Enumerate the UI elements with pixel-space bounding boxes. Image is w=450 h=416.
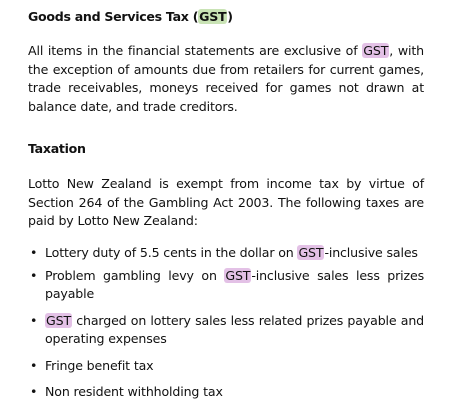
gst-heading-suffix: ) [227, 9, 233, 24]
list-item [28, 383, 424, 402]
bullet-icon: • [30, 267, 38, 283]
list-item [28, 244, 424, 263]
list-item-text: charged on lottery sales less related prizes payable and operating expenses [45, 312, 424, 346]
taxation-heading: Taxation [28, 141, 86, 156]
gst-paragraph-highlight: GST [363, 43, 389, 58]
gst-paragraph [28, 42, 424, 116]
list-item-text: Problem gambling levy on [45, 267, 225, 283]
list-item-text: Non resident withholding tax [45, 384, 223, 399]
list-item-text: -inclusive sales [324, 245, 418, 260]
gst-highlight: GST [225, 267, 251, 283]
list-item-text: Fringe benefit tax [45, 357, 154, 373]
gst-highlight: GST [298, 245, 324, 260]
gst-highlight: GST [46, 312, 71, 328]
bullet-icon: • [30, 384, 38, 399]
gst-heading [28, 8, 233, 27]
gst-paragraph-part1: All items in the financial statements are exclusive of [28, 43, 363, 58]
list-item-text: -inclusive sales less prizes payable [45, 267, 424, 301]
taxation-intro: Lotto New Zealand is exempt from income tax by virtue of Section 264 of the Gambling Act 2003. The following taxes are paid by Lotto New Zealand: [28, 176, 424, 228]
gst-paragraph-part2: , with the exception of amounts due from retailers for current games, trade receivables, moneys received for games not drawn at balance date, and trade creditors. [28, 43, 424, 114]
gst-heading-prefix: Goods and Services Tax ( [28, 9, 199, 24]
list-item [28, 312, 424, 349]
tax-list [28, 244, 424, 402]
list-item [28, 357, 424, 376]
gst-heading-highlight: GST [199, 9, 227, 24]
bullet-icon: • [30, 312, 38, 328]
bullet-icon: • [30, 357, 38, 373]
list-item [28, 267, 424, 304]
bullet-icon: • [30, 245, 38, 260]
list-item-text: Lottery duty of 5.5 cents in the dollar on [45, 245, 298, 260]
